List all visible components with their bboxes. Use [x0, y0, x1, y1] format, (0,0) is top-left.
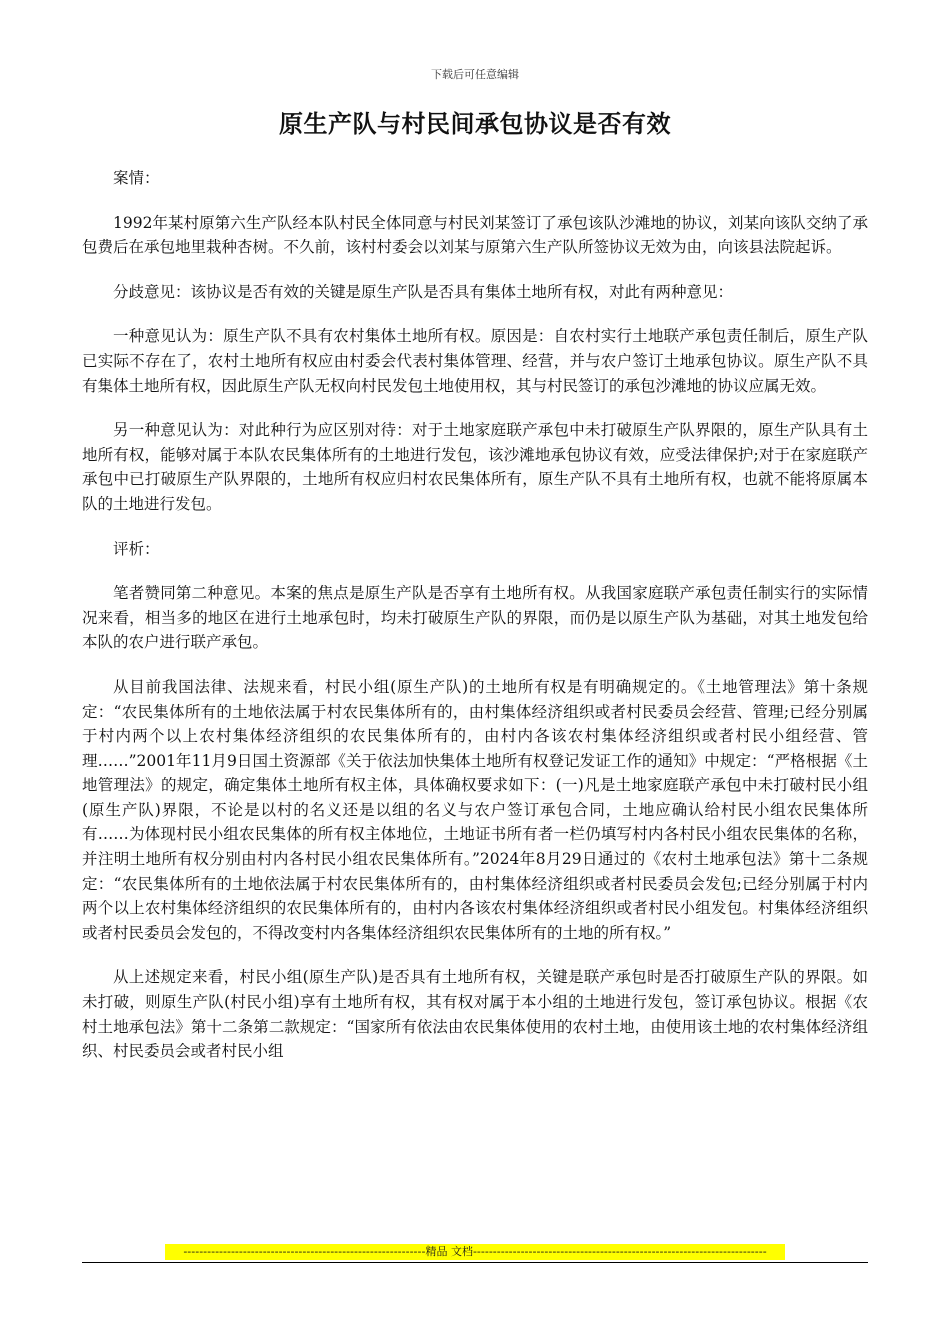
footer-divider — [82, 1262, 868, 1263]
paragraph-opinion-one: 一种意见认为：原生产队不具有农村集体土地所有权。原因是：自农村实行土地联产承包责任制后，原生产队已实际不存在了，农村土地所有权应由村委会代表村集体管理、经营，并与农户签订土地承包协议。原生产队不具有集体土地所有权，因此原生产队无权向村民发包土地使用权，其与村民签订的承包沙滩地的协议应属无效。 — [82, 327, 868, 395]
paragraph-dispute: 分歧意见：该协议是否有效的关键是原生产队是否具有集体土地所有权，对此有两种意见： — [113, 282, 734, 301]
document-title: 原生产队与村民间承包协议是否有效 — [279, 109, 671, 138]
footer-banner: -------------------------------------------------------------精品 文档-------------------------------------------------------------------------- — [165, 1244, 785, 1260]
download-note: 下载后可任意编辑 — [431, 68, 519, 81]
paragraph-analysis-1: 笔者赞同第二种意见。本案的焦点是原生产队是否享有土地所有权。从我国家庭联产承包责任制实行的实际情况来看，相当多的地区在进行土地承包时，均未打破原生产队的界限，而仍是以原生产队为基础，对其土地发包给本队的农户进行联产承包。 — [82, 584, 868, 652]
paragraph-case-facts: 1992年某村原第六生产队经本队村民全体同意与村民刘某签订了承包该队沙滩地的协议，刘某向该队交纳了承包费后在承包地里栽种杏树。不久前，该村村委会以刘某与原第六生产队所签协议无效为由，向该县法院起诉。 — [82, 213, 868, 257]
paragraph-analysis-3: 从上述规定来看，村民小组(原生产队)是否具有土地所有权，关键是联产承包时是否打破原生产队的界限。如未打破，则原生产队(村民小组)享有土地所有权，其有权对属于本小组的土地进行发包，签订承包协议。根据《农村土地承包法》第十二条第二款规定：“国家所有依法由农民集体使用的农村土地，由使用该土地的农村集体经济组织、村民委员会或者村民小组 — [82, 968, 868, 1061]
paragraph-analysis-2: 从目前我国法律、法规来看，村民小组(原生产队)的土地所有权是有明确规定的。《土地管理法》第十条规定：“农民集体所有的土地依法属于村农民集体所有的，由村集体经济组织或者村民委员会经营、管理;已经分别属于村内两个以上农村集体经济组织的农民集体所有的，由村内各该农村集体经济组织或者村民小组经营、管理……”2001年11月9日国土资源部《关于依法加快集体土地所有权登记发证工作的通知》中规定：“严格根据《土地管理法》的规定，确定集体土地所有权主体，具体确权要求如下：(一)凡是土地家庭联产承包中未打破村民小组(原生产队)界限，不论是以村的名义还是以组的名义与农户签订承包合同，土地应确认给村民小组农民集体所有……为体现村民小组农民集体的所有权主体地位，土地证书所有者一栏仍填写村内各村民小组农民集体的名称，并注明土地所有权分别由村内各村民小组农民集体所有。”2024年8月29日通过的《农村土地承包法》第十二条规定：“农民集体所有的土地依法属于村农民集体所有的，由村集体经济组织或者村民委员会发包;已经分别属于村内两个以上农村集体经济组织的农民集体所有的，由村内各该农村集体经济组织或者村民小组发包。村集体经济组织或者村民委员会发包的，不得改变村内各集体经济组织农民集体所有的土地的所有权。” — [82, 677, 868, 942]
paragraph-analysis-heading: 评析： — [113, 539, 160, 558]
document-body — [82, 166, 868, 1084]
paragraph-opinion-two: 另一种意见认为：对此种行为应区别对待：对于土地家庭联产承包中未打破原生产队界限的，原生产队具有土地所有权，能够对属于本队农民集体所有的土地进行发包，该沙滩地承包协议有效，应受法律保护;对于在家庭联产承包中已打破原生产队界限的，土地所有权应归村农民集体所有，原生产队不具有土地所有权，也就不能将原属本队的土地进行发包。 — [82, 421, 868, 513]
paragraph-case-heading: 案情： — [113, 169, 160, 187]
